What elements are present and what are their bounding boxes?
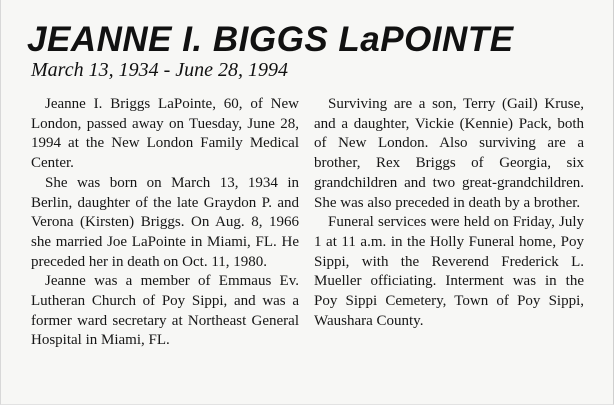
- life-dates: March 13, 1934 - June 28, 1994: [31, 59, 288, 81]
- paragraph-birth-marriage: She was born on March 13, 1934 in Berlin, daughter of the late Graydon P. and Verona (Kirsten) Briggs. On Aug. 8, 1966 she married Joe LaPointe in Miami, FL. He preceded her in death on Oct. 11, 1980.: [31, 174, 299, 270]
- left-column: [31, 95, 299, 351]
- paragraph-church-work: Jeanne was a member of Emmaus Ev. Lutheran Church of Poy Sippi, and was a former ward secretary at Northeast General Hospital in Miami, FL.: [31, 273, 299, 349]
- paragraph-funeral: Funeral services were held on Friday, July 1 at 11 a.m. in the Holly Funeral home, Poy Sippi, with the Reverend Frederick L. Mueller officiating. Interment was in the Poy Sippi Cemetery, Town of Poy Sippi, Waushara County.: [314, 214, 584, 329]
- paragraph-death-notice: Jeanne I. Briggs LaPointe, 60, of New London, passed away on Tuesday, June 28, 1994 at the New London Family Medical Center.: [31, 96, 299, 172]
- right-column: [314, 95, 584, 331]
- obituary-name-heading: JEANNE I. BIGGS LaPOINTE: [27, 20, 514, 59]
- paragraph-survivors: Surviving are a son, Terry (Gail) Kruse, and a daughter, Vickie (Kennie) Pack, both of New London. Also surviving are a brother, Rex Briggs of Georgia, six grandchildren and two great-grandchildren. She was also preceded in death by a brother.: [314, 96, 584, 211]
